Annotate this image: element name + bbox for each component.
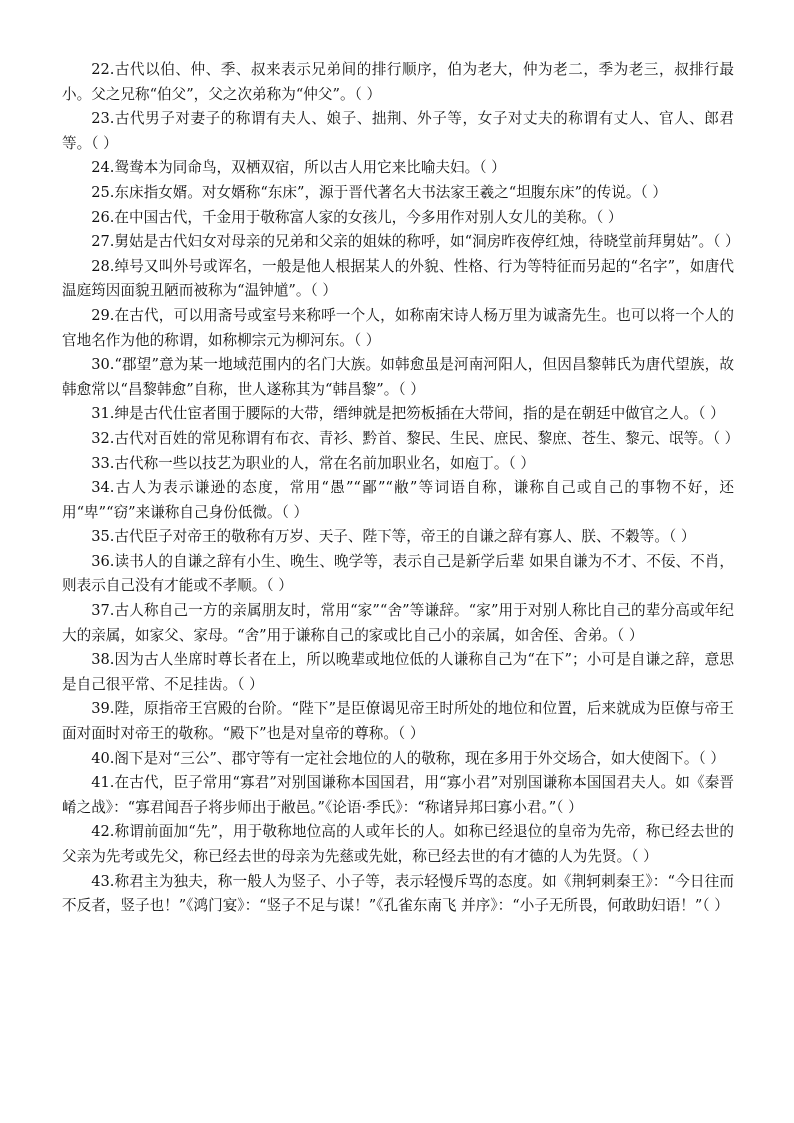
question-39: 39.陛，原指帝王宫殿的台阶。“陛下”是臣僚谒见帝王时所处的地位和位置，后来就成为臣僚与帝王面对面时对帝王的敬称。“殿下”也是对皇帝的尊称。（ ） [62, 700, 734, 743]
question-26: 26.在中国古代，千金用于敬称富人家的女孩儿，今多用作对别人女儿的美称。（ ） [91, 208, 623, 226]
question-25: 25.东床指女婿。对女婿称“东床”，源于晋代著名大书法家王羲之“坦腹东床”的传说。（ ） [91, 183, 667, 201]
question-36: 36.读书人的自谦之辞有小生、晚生、晚学等，表示自己是新学后辈 如果自谦为不才、不佞、不肖，则表示自己没有才能或不孝顺。（ ） [62, 552, 734, 595]
question-31: 31.绅是古代仕宦者围于腰际的大带，缙绅就是把笏板插在大带间，指的是在朝廷中做官之人。（ ） [91, 405, 725, 423]
question-22: 22.古代以伯、仲、季、叔来表示兄弟间的排行顺序，伯为老大，仲为老二，季为老三，叔排行最小。父之兄称“伯父”，父之次弟称为“仲父”。（ ） [62, 61, 734, 103]
question-27: 27.舅姑是古代妇女对母亲的兄弟和父亲的姐妹的称呼，如“洞房昨夜停红烛，待晓堂前拜舅姑”。（ ） [91, 233, 740, 251]
question-28: 28.绰号又叫外号或诨名，一般是他人根据某人的外貌、性格、行为等特征而另起的“名字”，如唐代温庭筠因面貌丑陋而被称为“温钟馗”。（ ） [62, 257, 734, 300]
question-30: 30.“郡望”意为某一地域范围内的名门大族。如韩愈虽是河南河阳人，但因昌黎韩氏为唐代望族，故韩愈常以“昌黎韩愈”自称，世人遂称其为“韩昌黎”。（ ） [62, 356, 734, 398]
question-43: 43.称君主为独夫，称一般人为竖子、小子等，表示轻慢斥骂的态度。如《荆轲刺秦王》：“今日往而不反者，竖子也！”《鸿门宴》：“竖子不足与谋！”《孔雀东南飞 并序》：“小子无所畏，何敢助妇语！”（ ） [62, 872, 734, 915]
question-38: 38.因为古人坐席时尊长者在上，所以晚辈或地位低的人谦称自己为“在下”；小可是自谦之辞，意思是自己很平常、不足挂齿。（ ） [62, 651, 734, 693]
question-41: 41.在古代，臣子常用“寡君”对别国谦称本国国君，用“寡小君”对别国谦称本国国君夫人。如《秦晋崤之战》：“寡君闻吾子将步师出于敝邑。”《论语·季氏》：“称诸异邦曰寡小君。”（ ） [62, 774, 734, 816]
question-40: 40.阁下是对“三公”、郡守等有一定社会地位的人的敬称，现在多用于外交场合，如大使阁下。（ ） [91, 749, 726, 767]
question-42: 42.称谓前面加“先”，用于敬称地位高的人或年长的人。如称已经退位的皇帝为先帝，称已经去世的父亲为先考或先父，称已经去世的母亲为先慈或先妣，称已经去世的有才德的人为先贤。（ ） [62, 823, 734, 865]
question-list [62, 58, 740, 919]
question-35: 35.古代臣子对帝王的敬称有万岁、天子、陛下等，帝王的自谦之辞有寡人、朕、不穀等。（ ） [91, 528, 696, 546]
question-23: 23.古代男子对妻子的称谓有夫人、娘子、拙荆、外子等，女子对丈夫的称谓有丈人、官人、郎君等。（ ） [62, 110, 734, 152]
question-32: 32.古代对百姓的常见称谓有布衣、青衫、黔首、黎民、生民、庶民、黎庶、苍生、黎元、氓等。（ ） [91, 429, 740, 447]
question-33: 33.古代称一些以技艺为职业的人，常在名前加职业名，如庖丁。（ ） [91, 454, 535, 472]
question-24: 24.鸳鸯本为同命鸟，双栖双宿，所以古人用它来比喻夫妇。（ ） [91, 159, 506, 177]
question-34: 34.古人为表示谦逊的态度，常用“愚”“鄙”“敝”等词语自称，谦称自己或自己的事物不好，还用“卑”“窃”来谦称自己身份低微。（ ） [62, 479, 734, 521]
question-29: 29.在古代，可以用斋号或室号来称呼一个人，如称南宋诗人杨万里为诚斋先生。也可以将一个人的官地名作为他的称谓，如称柳宗元为柳河东。（ ） [62, 306, 734, 349]
question-37: 37.古人称自己一方的亲属朋友时，常用“家”“舍”等谦辞。“家”用于对别人称比自己的辈分高或年纪大的亲属，如家父、家母。“舍”用于谦称自己的家或比自己小的亲属，如舍侄、舍弟。（ ） [62, 602, 734, 644]
